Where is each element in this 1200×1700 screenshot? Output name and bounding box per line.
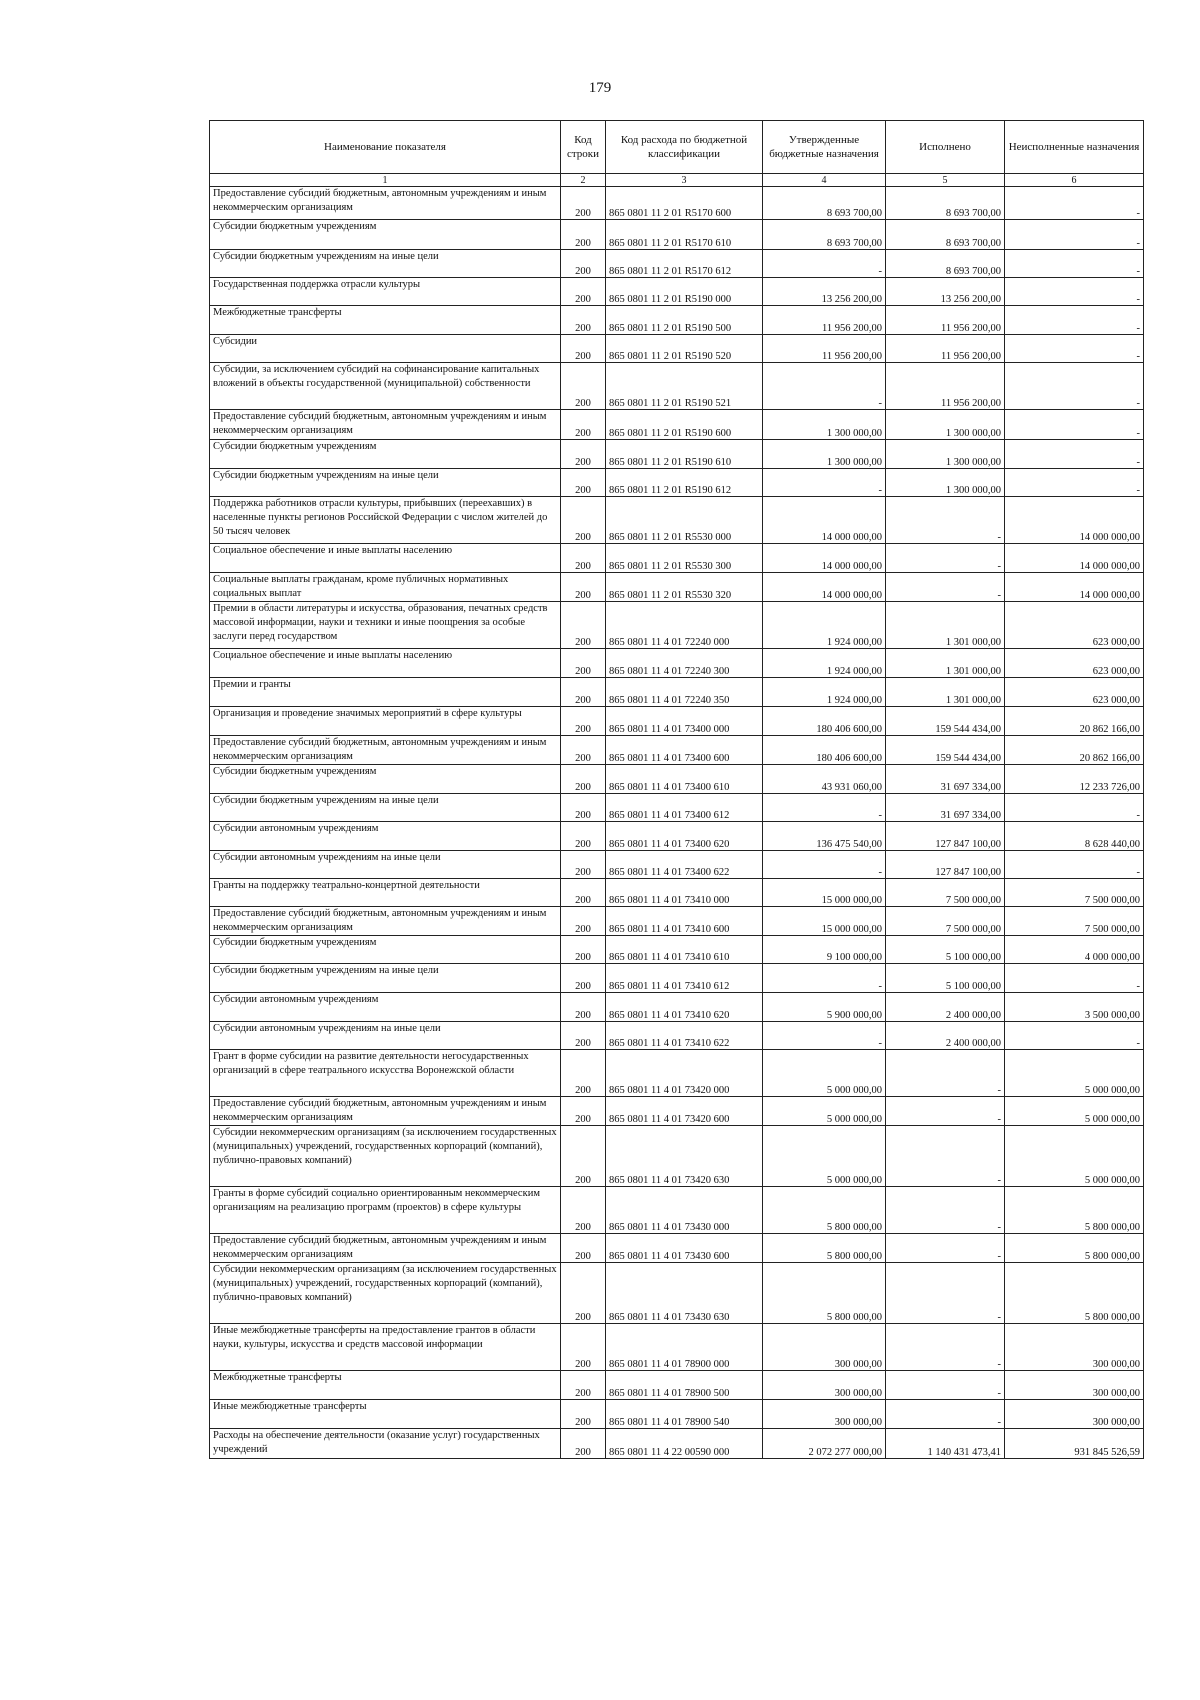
row-name-cell: Субсидии бюджетным учреждениям на иные цели bbox=[210, 794, 561, 822]
budget-execution-table bbox=[209, 120, 1144, 1459]
row-unexecuted-cell: - bbox=[1005, 469, 1144, 497]
table-row bbox=[210, 964, 1144, 993]
table-row bbox=[210, 573, 1144, 602]
row-name-cell: Субсидии автономным учреждениям bbox=[210, 822, 561, 851]
row-unexecuted-cell: 300 000,00 bbox=[1005, 1371, 1144, 1400]
header-executed: Исполнено bbox=[886, 121, 1005, 174]
row-line-code-cell: 200 bbox=[561, 1400, 606, 1429]
row-executed-cell: 2 400 000,00 bbox=[886, 1022, 1005, 1050]
column-number: 1 bbox=[210, 174, 561, 187]
row-approved-cell: 13 256 200,00 bbox=[763, 278, 886, 306]
row-budget-code-cell: 865 0801 11 4 01 73430 000 bbox=[606, 1187, 763, 1234]
row-unexecuted-cell: 7 500 000,00 bbox=[1005, 907, 1144, 936]
row-approved-cell: 300 000,00 bbox=[763, 1324, 886, 1371]
row-line-code-cell: 200 bbox=[561, 964, 606, 993]
row-budget-code-cell: 865 0801 11 2 01 R5530 300 bbox=[606, 544, 763, 573]
table-body bbox=[210, 187, 1144, 1459]
row-executed-cell: 11 956 200,00 bbox=[886, 306, 1005, 335]
header-unexecuted: Неисполненные назначения bbox=[1005, 121, 1144, 174]
row-approved-cell: 15 000 000,00 bbox=[763, 907, 886, 936]
table-row bbox=[210, 1187, 1144, 1234]
row-budget-code-cell: 865 0801 11 2 01 R5190 520 bbox=[606, 335, 763, 363]
table-row bbox=[210, 822, 1144, 851]
row-budget-code-cell: 865 0801 11 4 01 73400 000 bbox=[606, 707, 763, 736]
column-number: 4 bbox=[763, 174, 886, 187]
row-approved-cell: - bbox=[763, 250, 886, 278]
row-name-cell: Премии и гранты bbox=[210, 678, 561, 707]
row-name-cell: Субсидии, за исключением субсидий на софинансирование капитальных вложений в объекты государственной (муниципальной) собственности bbox=[210, 363, 561, 410]
row-unexecuted-cell: - bbox=[1005, 220, 1144, 250]
row-name-cell: Субсидии бюджетным учреждениям на иные цели bbox=[210, 250, 561, 278]
row-executed-cell: 8 693 700,00 bbox=[886, 250, 1005, 278]
table-row bbox=[210, 187, 1144, 220]
row-unexecuted-cell: 5 800 000,00 bbox=[1005, 1234, 1144, 1263]
row-budget-code-cell: 865 0801 11 4 01 73400 612 bbox=[606, 794, 763, 822]
row-line-code-cell: 200 bbox=[561, 278, 606, 306]
table-row bbox=[210, 306, 1144, 335]
row-approved-cell: 1 924 000,00 bbox=[763, 602, 886, 649]
row-approved-cell: 14 000 000,00 bbox=[763, 544, 886, 573]
row-executed-cell: 5 100 000,00 bbox=[886, 964, 1005, 993]
row-name-cell: Субсидии бюджетным учреждениям bbox=[210, 765, 561, 794]
row-line-code-cell: 200 bbox=[561, 678, 606, 707]
row-budget-code-cell: 865 0801 11 4 01 73420 630 bbox=[606, 1126, 763, 1187]
column-number: 5 bbox=[886, 174, 1005, 187]
row-name-cell: Субсидии некоммерческим организациям (за исключением государственных (муниципальных) учреждений, государственных корпораций (компаний), публично-правовых компаний) bbox=[210, 1126, 561, 1187]
row-unexecuted-cell: 7 500 000,00 bbox=[1005, 879, 1144, 907]
row-executed-cell: 8 693 700,00 bbox=[886, 220, 1005, 250]
row-executed-cell: - bbox=[886, 1263, 1005, 1324]
row-budget-code-cell: 865 0801 11 2 01 R5530 000 bbox=[606, 497, 763, 544]
row-approved-cell: 11 956 200,00 bbox=[763, 335, 886, 363]
row-budget-code-cell: 865 0801 11 2 01 R5170 610 bbox=[606, 220, 763, 250]
row-line-code-cell: 200 bbox=[561, 602, 606, 649]
row-line-code-cell: 200 bbox=[561, 220, 606, 250]
row-approved-cell: 1 924 000,00 bbox=[763, 649, 886, 678]
row-name-cell: Субсидии бюджетным учреждениям bbox=[210, 936, 561, 964]
row-name-cell: Иные межбюджетные трансферты bbox=[210, 1400, 561, 1429]
row-name-cell: Предоставление субсидий бюджетным, автономным учреждениям и иным некоммерческим организациям bbox=[210, 736, 561, 765]
table-row bbox=[210, 410, 1144, 440]
row-executed-cell: 159 544 434,00 bbox=[886, 736, 1005, 765]
row-unexecuted-cell: 300 000,00 bbox=[1005, 1400, 1144, 1429]
row-unexecuted-cell: - bbox=[1005, 250, 1144, 278]
row-executed-cell: - bbox=[886, 1126, 1005, 1187]
table-row bbox=[210, 363, 1144, 410]
row-approved-cell: 8 693 700,00 bbox=[763, 220, 886, 250]
row-name-cell: Субсидии бюджетным учреждениям bbox=[210, 440, 561, 469]
row-line-code-cell: 200 bbox=[561, 573, 606, 602]
table-row bbox=[210, 1400, 1144, 1429]
row-budget-code-cell: 865 0801 11 4 01 73430 600 bbox=[606, 1234, 763, 1263]
row-name-cell: Субсидии автономным учреждениям на иные цели bbox=[210, 851, 561, 879]
row-approved-cell: 14 000 000,00 bbox=[763, 573, 886, 602]
row-budget-code-cell: 865 0801 11 4 01 73400 600 bbox=[606, 736, 763, 765]
row-executed-cell: 1 140 431 473,41 bbox=[886, 1429, 1005, 1459]
row-unexecuted-cell: 8 628 440,00 bbox=[1005, 822, 1144, 851]
row-budget-code-cell: 865 0801 11 2 01 R5530 320 bbox=[606, 573, 763, 602]
row-line-code-cell: 200 bbox=[561, 250, 606, 278]
table-row bbox=[210, 1022, 1144, 1050]
row-name-cell: Социальные выплаты гражданам, кроме публичных нормативных социальных выплат bbox=[210, 573, 561, 602]
table-row bbox=[210, 678, 1144, 707]
row-line-code-cell: 200 bbox=[561, 936, 606, 964]
row-approved-cell: 43 931 060,00 bbox=[763, 765, 886, 794]
row-name-cell: Гранты в форме субсидий социально ориентированным некоммерческим организациям на реализацию программ (проектов) в сфере культуры bbox=[210, 1187, 561, 1234]
row-executed-cell: 1 300 000,00 bbox=[886, 440, 1005, 469]
row-line-code-cell: 200 bbox=[561, 794, 606, 822]
row-unexecuted-cell: 623 000,00 bbox=[1005, 602, 1144, 649]
row-approved-cell: - bbox=[763, 851, 886, 879]
row-name-cell: Субсидии бюджетным учреждениям на иные цели bbox=[210, 469, 561, 497]
table-row bbox=[210, 469, 1144, 497]
row-executed-cell: - bbox=[886, 1234, 1005, 1263]
row-executed-cell: 5 100 000,00 bbox=[886, 936, 1005, 964]
row-budget-code-cell: 865 0801 11 4 01 72240 300 bbox=[606, 649, 763, 678]
row-approved-cell: - bbox=[763, 469, 886, 497]
table-row bbox=[210, 1050, 1144, 1097]
row-unexecuted-cell: 5 000 000,00 bbox=[1005, 1097, 1144, 1126]
row-executed-cell: 1 301 000,00 bbox=[886, 649, 1005, 678]
page-number: 179 bbox=[588, 80, 612, 96]
row-approved-cell: 300 000,00 bbox=[763, 1371, 886, 1400]
table-row bbox=[210, 440, 1144, 469]
row-approved-cell: 136 475 540,00 bbox=[763, 822, 886, 851]
table-row bbox=[210, 602, 1144, 649]
row-name-cell: Государственная поддержка отрасли культуры bbox=[210, 278, 561, 306]
row-executed-cell: - bbox=[886, 1400, 1005, 1429]
row-executed-cell: - bbox=[886, 1187, 1005, 1234]
row-budget-code-cell: 865 0801 11 4 01 73410 612 bbox=[606, 964, 763, 993]
row-name-cell: Субсидии автономным учреждениям на иные цели bbox=[210, 1022, 561, 1050]
row-executed-cell: 127 847 100,00 bbox=[886, 851, 1005, 879]
row-line-code-cell: 200 bbox=[561, 1022, 606, 1050]
row-approved-cell: 5 000 000,00 bbox=[763, 1050, 886, 1097]
row-budget-code-cell: 865 0801 11 4 01 73400 622 bbox=[606, 851, 763, 879]
row-approved-cell: 8 693 700,00 bbox=[763, 187, 886, 220]
row-budget-code-cell: 865 0801 11 4 01 73410 600 bbox=[606, 907, 763, 936]
table-row bbox=[210, 851, 1144, 879]
row-line-code-cell: 200 bbox=[561, 707, 606, 736]
row-budget-code-cell: 865 0801 11 4 01 73420 000 bbox=[606, 1050, 763, 1097]
row-approved-cell: 180 406 600,00 bbox=[763, 707, 886, 736]
row-approved-cell: 5 000 000,00 bbox=[763, 1126, 886, 1187]
row-unexecuted-cell: - bbox=[1005, 363, 1144, 410]
row-approved-cell: 15 000 000,00 bbox=[763, 879, 886, 907]
row-unexecuted-cell: - bbox=[1005, 278, 1144, 306]
row-name-cell: Расходы на обеспечение деятельности (оказание услуг) государственных учреждений bbox=[210, 1429, 561, 1459]
header-line-code: Код строки bbox=[561, 121, 606, 174]
row-name-cell: Межбюджетные трансферты bbox=[210, 1371, 561, 1400]
table-row bbox=[210, 736, 1144, 765]
row-name-cell: Субсидии bbox=[210, 335, 561, 363]
row-unexecuted-cell: 14 000 000,00 bbox=[1005, 544, 1144, 573]
row-executed-cell: - bbox=[886, 1050, 1005, 1097]
row-line-code-cell: 200 bbox=[561, 1126, 606, 1187]
row-executed-cell: 31 697 334,00 bbox=[886, 794, 1005, 822]
row-budget-code-cell: 865 0801 11 4 01 78900 500 bbox=[606, 1371, 763, 1400]
table-row bbox=[210, 1126, 1144, 1187]
row-name-cell: Межбюджетные трансферты bbox=[210, 306, 561, 335]
row-name-cell: Предоставление субсидий бюджетным, автономным учреждениям и иным некоммерческим организациям bbox=[210, 907, 561, 936]
table-row bbox=[210, 220, 1144, 250]
row-line-code-cell: 200 bbox=[561, 1050, 606, 1097]
row-unexecuted-cell: 623 000,00 bbox=[1005, 678, 1144, 707]
row-approved-cell: 1 300 000,00 bbox=[763, 440, 886, 469]
table-row bbox=[210, 544, 1144, 573]
row-line-code-cell: 200 bbox=[561, 306, 606, 335]
row-executed-cell: - bbox=[886, 1324, 1005, 1371]
row-unexecuted-cell: 14 000 000,00 bbox=[1005, 573, 1144, 602]
row-name-cell: Иные межбюджетные трансферты на предоставление грантов в области науки, культуры, искусства и средств массовой информации bbox=[210, 1324, 561, 1371]
row-line-code-cell: 200 bbox=[561, 822, 606, 851]
row-approved-cell: 5 800 000,00 bbox=[763, 1234, 886, 1263]
table-row bbox=[210, 707, 1144, 736]
row-unexecuted-cell: - bbox=[1005, 1022, 1144, 1050]
row-line-code-cell: 200 bbox=[561, 1324, 606, 1371]
row-approved-cell: - bbox=[763, 1022, 886, 1050]
row-line-code-cell: 200 bbox=[561, 736, 606, 765]
table-row bbox=[210, 1097, 1144, 1126]
row-budget-code-cell: 865 0801 11 4 01 78900 000 bbox=[606, 1324, 763, 1371]
table-header-row bbox=[210, 121, 1144, 174]
row-unexecuted-cell: 5 800 000,00 bbox=[1005, 1263, 1144, 1324]
row-line-code-cell: 200 bbox=[561, 363, 606, 410]
row-budget-code-cell: 865 0801 11 4 01 73430 630 bbox=[606, 1263, 763, 1324]
row-approved-cell: 5 800 000,00 bbox=[763, 1187, 886, 1234]
row-executed-cell: 13 256 200,00 bbox=[886, 278, 1005, 306]
row-line-code-cell: 200 bbox=[561, 1371, 606, 1400]
row-budget-code-cell: 865 0801 11 2 01 R5190 500 bbox=[606, 306, 763, 335]
row-approved-cell: 5 800 000,00 bbox=[763, 1263, 886, 1324]
table-row bbox=[210, 497, 1144, 544]
row-executed-cell: - bbox=[886, 573, 1005, 602]
row-budget-code-cell: 865 0801 11 4 22 00590 000 bbox=[606, 1429, 763, 1459]
row-line-code-cell: 200 bbox=[561, 649, 606, 678]
row-executed-cell: 2 400 000,00 bbox=[886, 993, 1005, 1022]
row-executed-cell: 1 301 000,00 bbox=[886, 678, 1005, 707]
table-row bbox=[210, 907, 1144, 936]
row-budget-code-cell: 865 0801 11 4 01 72240 350 bbox=[606, 678, 763, 707]
row-line-code-cell: 200 bbox=[561, 1429, 606, 1459]
row-line-code-cell: 200 bbox=[561, 907, 606, 936]
row-approved-cell: - bbox=[763, 794, 886, 822]
table-row bbox=[210, 1429, 1144, 1459]
row-approved-cell: 14 000 000,00 bbox=[763, 497, 886, 544]
row-budget-code-cell: 865 0801 11 4 01 73420 600 bbox=[606, 1097, 763, 1126]
row-line-code-cell: 200 bbox=[561, 765, 606, 794]
row-approved-cell: - bbox=[763, 964, 886, 993]
row-name-cell: Премии в области литературы и искусства, образования, печатных средств массовой информации, науки и техники и иные поощрения за особые заслуги перед государством bbox=[210, 602, 561, 649]
row-executed-cell: - bbox=[886, 1097, 1005, 1126]
header-budget-code: Код расхода по бюджетной классификации bbox=[606, 121, 763, 174]
row-executed-cell: 11 956 200,00 bbox=[886, 363, 1005, 410]
row-approved-cell: 1 300 000,00 bbox=[763, 410, 886, 440]
row-approved-cell: 11 956 200,00 bbox=[763, 306, 886, 335]
row-line-code-cell: 200 bbox=[561, 544, 606, 573]
row-budget-code-cell: 865 0801 11 4 01 73410 610 bbox=[606, 936, 763, 964]
row-line-code-cell: 200 bbox=[561, 993, 606, 1022]
row-unexecuted-cell: 14 000 000,00 bbox=[1005, 497, 1144, 544]
column-number: 6 bbox=[1005, 174, 1144, 187]
row-unexecuted-cell: 4 000 000,00 bbox=[1005, 936, 1144, 964]
row-unexecuted-cell: 12 233 726,00 bbox=[1005, 765, 1144, 794]
row-approved-cell: 2 072 277 000,00 bbox=[763, 1429, 886, 1459]
row-line-code-cell: 200 bbox=[561, 335, 606, 363]
row-unexecuted-cell: - bbox=[1005, 306, 1144, 335]
table-row bbox=[210, 335, 1144, 363]
table-row bbox=[210, 879, 1144, 907]
row-approved-cell: 9 100 000,00 bbox=[763, 936, 886, 964]
row-unexecuted-cell: 3 500 000,00 bbox=[1005, 993, 1144, 1022]
row-budget-code-cell: 865 0801 11 2 01 R5170 600 bbox=[606, 187, 763, 220]
row-unexecuted-cell: 20 862 166,00 bbox=[1005, 707, 1144, 736]
row-executed-cell: - bbox=[886, 1371, 1005, 1400]
row-line-code-cell: 200 bbox=[561, 1234, 606, 1263]
row-name-cell: Предоставление субсидий бюджетным, автономным учреждениям и иным некоммерческим организациям bbox=[210, 410, 561, 440]
table-row bbox=[210, 794, 1144, 822]
row-name-cell: Предоставление субсидий бюджетным, автономным учреждениям и иным некоммерческим организациям bbox=[210, 1097, 561, 1126]
table-row bbox=[210, 278, 1144, 306]
row-name-cell: Субсидии бюджетным учреждениям на иные цели bbox=[210, 964, 561, 993]
row-approved-cell: 1 924 000,00 bbox=[763, 678, 886, 707]
row-executed-cell: 7 500 000,00 bbox=[886, 907, 1005, 936]
header-name: Наименование показателя bbox=[210, 121, 561, 174]
row-budget-code-cell: 865 0801 11 4 01 72240 000 bbox=[606, 602, 763, 649]
table-row bbox=[210, 993, 1144, 1022]
row-name-cell: Субсидии автономным учреждениям bbox=[210, 993, 561, 1022]
row-executed-cell: 1 300 000,00 bbox=[886, 469, 1005, 497]
row-approved-cell: 5 000 000,00 bbox=[763, 1097, 886, 1126]
row-budget-code-cell: 865 0801 11 2 01 R5190 612 bbox=[606, 469, 763, 497]
row-unexecuted-cell: - bbox=[1005, 851, 1144, 879]
row-line-code-cell: 200 bbox=[561, 497, 606, 544]
row-executed-cell: 31 697 334,00 bbox=[886, 765, 1005, 794]
row-unexecuted-cell: 5 800 000,00 bbox=[1005, 1187, 1144, 1234]
row-unexecuted-cell: - bbox=[1005, 410, 1144, 440]
row-budget-code-cell: 865 0801 11 4 01 73400 620 bbox=[606, 822, 763, 851]
row-unexecuted-cell: - bbox=[1005, 964, 1144, 993]
column-number: 3 bbox=[606, 174, 763, 187]
row-approved-cell: - bbox=[763, 363, 886, 410]
row-executed-cell: 7 500 000,00 bbox=[886, 879, 1005, 907]
row-name-cell: Социальное обеспечение и иные выплаты населению bbox=[210, 544, 561, 573]
row-unexecuted-cell: 300 000,00 bbox=[1005, 1324, 1144, 1371]
row-unexecuted-cell: 931 845 526,59 bbox=[1005, 1429, 1144, 1459]
row-name-cell: Поддержка работников отрасли культуры, прибывших (переехавших) в населенные пункты регионов Российской Федерации с числом жителей до 50 тысяч человек bbox=[210, 497, 561, 544]
row-executed-cell: 159 544 434,00 bbox=[886, 707, 1005, 736]
row-approved-cell: 5 900 000,00 bbox=[763, 993, 886, 1022]
row-budget-code-cell: 865 0801 11 2 01 R5190 000 bbox=[606, 278, 763, 306]
row-line-code-cell: 200 bbox=[561, 187, 606, 220]
row-budget-code-cell: 865 0801 11 2 01 R5190 600 bbox=[606, 410, 763, 440]
row-name-cell: Организация и проведение значимых мероприятий в сфере культуры bbox=[210, 707, 561, 736]
row-line-code-cell: 200 bbox=[561, 410, 606, 440]
row-budget-code-cell: 865 0801 11 2 01 R5190 521 bbox=[606, 363, 763, 410]
row-name-cell: Гранты на поддержку театрально-концертной деятельности bbox=[210, 879, 561, 907]
table-row bbox=[210, 1371, 1144, 1400]
table-row bbox=[210, 1263, 1144, 1324]
row-name-cell: Предоставление субсидий бюджетным, автономным учреждениям и иным некоммерческим организациям bbox=[210, 1234, 561, 1263]
row-line-code-cell: 200 bbox=[561, 1097, 606, 1126]
row-name-cell: Субсидии некоммерческим организациям (за исключением государственных (муниципальных) учреждений, государственных корпораций (компаний), публично-правовых компаний) bbox=[210, 1263, 561, 1324]
row-approved-cell: 180 406 600,00 bbox=[763, 736, 886, 765]
row-budget-code-cell: 865 0801 11 4 01 78900 540 bbox=[606, 1400, 763, 1429]
table-row bbox=[210, 649, 1144, 678]
row-budget-code-cell: 865 0801 11 4 01 73400 610 bbox=[606, 765, 763, 794]
row-line-code-cell: 200 bbox=[561, 879, 606, 907]
table-row bbox=[210, 936, 1144, 964]
row-executed-cell: 11 956 200,00 bbox=[886, 335, 1005, 363]
row-unexecuted-cell: - bbox=[1005, 187, 1144, 220]
row-unexecuted-cell: 5 000 000,00 bbox=[1005, 1050, 1144, 1097]
row-name-cell: Предоставление субсидий бюджетным, автономным учреждениям и иным некоммерческим организациям bbox=[210, 187, 561, 220]
table-row bbox=[210, 765, 1144, 794]
row-line-code-cell: 200 bbox=[561, 851, 606, 879]
table-row bbox=[210, 1234, 1144, 1263]
row-budget-code-cell: 865 0801 11 4 01 73410 620 bbox=[606, 993, 763, 1022]
column-number: 2 bbox=[561, 174, 606, 187]
table-row bbox=[210, 1324, 1144, 1371]
row-executed-cell: 127 847 100,00 bbox=[886, 822, 1005, 851]
row-executed-cell: 1 300 000,00 bbox=[886, 410, 1005, 440]
row-unexecuted-cell: 20 862 166,00 bbox=[1005, 736, 1144, 765]
column-number-row bbox=[210, 174, 1144, 187]
row-name-cell: Грант в форме субсидии на развитие деятельности негосударственных организаций в сфере театрального искусства Воронежской области bbox=[210, 1050, 561, 1097]
row-budget-code-cell: 865 0801 11 2 01 R5190 610 bbox=[606, 440, 763, 469]
row-line-code-cell: 200 bbox=[561, 440, 606, 469]
row-unexecuted-cell: - bbox=[1005, 440, 1144, 469]
row-line-code-cell: 200 bbox=[561, 469, 606, 497]
row-name-cell: Субсидии бюджетным учреждениям bbox=[210, 220, 561, 250]
row-budget-code-cell: 865 0801 11 4 01 73410 622 bbox=[606, 1022, 763, 1050]
row-executed-cell: - bbox=[886, 497, 1005, 544]
row-unexecuted-cell: 5 000 000,00 bbox=[1005, 1126, 1144, 1187]
row-unexecuted-cell: - bbox=[1005, 335, 1144, 363]
row-unexecuted-cell: - bbox=[1005, 794, 1144, 822]
row-approved-cell: 300 000,00 bbox=[763, 1400, 886, 1429]
header-approved: Утвержденные бюджетные назначения bbox=[763, 121, 886, 174]
row-budget-code-cell: 865 0801 11 2 01 R5170 612 bbox=[606, 250, 763, 278]
row-executed-cell: 1 301 000,00 bbox=[886, 602, 1005, 649]
row-executed-cell: - bbox=[886, 544, 1005, 573]
row-name-cell: Социальное обеспечение и иные выплаты населению bbox=[210, 649, 561, 678]
row-line-code-cell: 200 bbox=[561, 1263, 606, 1324]
row-unexecuted-cell: 623 000,00 bbox=[1005, 649, 1144, 678]
row-budget-code-cell: 865 0801 11 4 01 73410 000 bbox=[606, 879, 763, 907]
row-executed-cell: 8 693 700,00 bbox=[886, 187, 1005, 220]
table-row bbox=[210, 250, 1144, 278]
row-line-code-cell: 200 bbox=[561, 1187, 606, 1234]
